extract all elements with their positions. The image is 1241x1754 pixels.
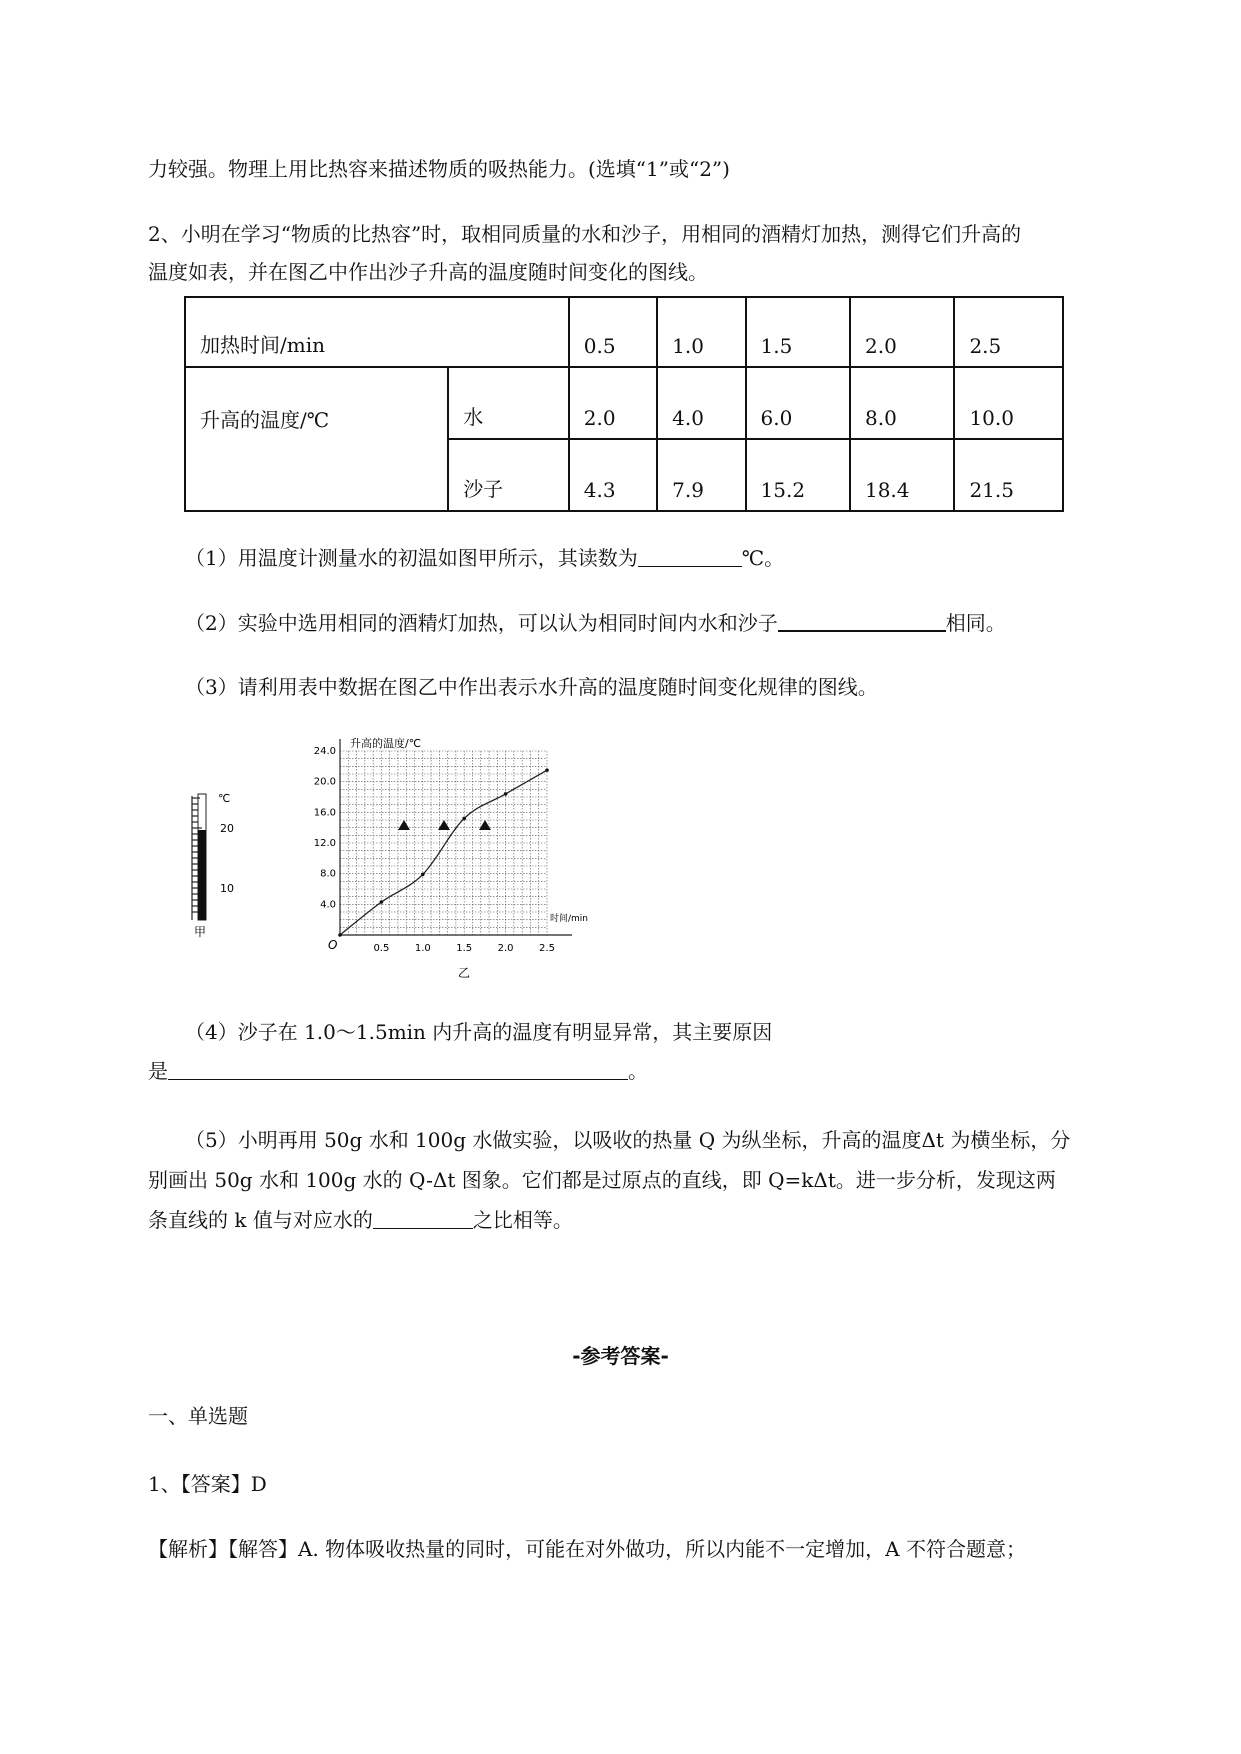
time-cell: 1.0 bbox=[657, 297, 745, 367]
x-tick-label: 1.5 bbox=[456, 943, 473, 954]
time-cell: 2.5 bbox=[954, 297, 1063, 367]
answer-blank bbox=[638, 546, 742, 567]
sand-cell: 15.2 bbox=[746, 439, 850, 511]
chart-grid bbox=[340, 751, 547, 935]
answer-blank bbox=[373, 1208, 473, 1229]
data-table bbox=[184, 296, 1064, 512]
x-tick-label: 2.0 bbox=[497, 943, 514, 954]
mercury-column bbox=[198, 830, 206, 920]
thermometer-label-20: 20 bbox=[220, 822, 234, 835]
analysis-text: 【解析】【解答】A. 物体吸收热量的同时，可能在对外做功，所以内能不一定增加，A 不符合题意； bbox=[148, 1537, 1026, 1561]
y-axis-label: 升高的温度/℃ bbox=[350, 737, 422, 750]
answer-1: 1、【答案】D bbox=[148, 1472, 267, 1496]
subquestion-5-line-3: 条直线的 k 值与对应水的 之比相等。 bbox=[148, 1208, 573, 1232]
time-cell: 1.5 bbox=[746, 297, 850, 367]
origin-label: O bbox=[328, 938, 338, 952]
chart-marks bbox=[338, 768, 549, 936]
temperature-chart bbox=[300, 735, 620, 985]
sand-cell: 7.9 bbox=[657, 439, 745, 511]
y-tick-label: 4.0 bbox=[320, 899, 336, 911]
x-tick-label: 1.0 bbox=[414, 943, 431, 954]
thermometer-figure bbox=[180, 790, 260, 940]
series-line bbox=[340, 770, 547, 935]
data-point bbox=[545, 768, 549, 772]
data-point bbox=[421, 873, 425, 877]
water-label: 水 bbox=[448, 367, 569, 439]
answer-blank bbox=[778, 610, 946, 632]
water-cell: 2.0 bbox=[569, 367, 657, 439]
water-cell: 6.0 bbox=[746, 367, 850, 439]
x-tick-label: 0.5 bbox=[373, 943, 390, 954]
chart-caption: 乙 bbox=[458, 966, 471, 980]
time-cell: 2.0 bbox=[850, 297, 954, 367]
triangle-marker bbox=[438, 820, 450, 830]
triangle-marker bbox=[398, 820, 410, 830]
y-tick-label: 16.0 bbox=[313, 807, 336, 819]
data-point bbox=[462, 817, 466, 821]
y-tick-label: 12.0 bbox=[313, 838, 336, 849]
y-tick-label: 24.0 bbox=[313, 746, 336, 757]
water-cell: 4.0 bbox=[657, 367, 745, 439]
sand-cell: 4.3 bbox=[569, 439, 657, 511]
chart-ticks bbox=[314, 746, 555, 954]
subquestion-4-line-1: （4）沙子在 1.0～1.5min 内升高的温度有明显异常，其主要原因 bbox=[185, 1020, 773, 1044]
question-2-line-2: 温度如表，并在图乙中作出沙子升高的温度随时间变化的图线。 bbox=[148, 260, 708, 284]
answers-heading: -参考答案- bbox=[572, 1344, 669, 1368]
data-point bbox=[504, 792, 508, 796]
thermometer-label-10: 10 bbox=[220, 882, 234, 895]
subquestion-1: （1）用温度计测量水的初温如图甲所示，其读数为 ℃。 bbox=[185, 546, 785, 570]
text-line-1: 力较强。物理上用比热容来描述物质的吸热能力。(选填“1”或“2”) bbox=[148, 157, 730, 181]
water-cell: 10.0 bbox=[954, 367, 1063, 439]
subquestion-2: （2）实验中选用相同的酒精灯加热，可以认为相同时间内水和沙子 相同。 bbox=[185, 611, 1006, 635]
water-cell: 8.0 bbox=[850, 367, 954, 439]
y-tick-label: 20.0 bbox=[313, 776, 336, 788]
thermometer-unit: ℃ bbox=[218, 792, 231, 805]
sand-cell: 18.4 bbox=[850, 439, 954, 511]
time-header: 加热时间/min bbox=[185, 297, 569, 367]
triangle-markers bbox=[398, 820, 491, 830]
data-point bbox=[338, 933, 342, 937]
subquestion-3: （3）请利用表中数据在图乙中作出表示水升高的温度随时间变化规律的图线。 bbox=[185, 675, 878, 699]
section-title: 一、单选题 bbox=[148, 1404, 248, 1428]
sand-label: 沙子 bbox=[448, 439, 569, 511]
question-2-line-1: 2、小明在学习“物质的比热容”时，取相同质量的水和沙子，用相同的酒精灯加热，测得它们升高的 bbox=[148, 222, 1022, 246]
subquestion-5-line-2: 别画出 50g 水和 100g 水的 Q-Δt 图象。它们都是过原点的直线，即 Q=kΔt。进一步分析，发现这两 bbox=[148, 1168, 1056, 1192]
x-axis-label: 时间/min bbox=[550, 914, 589, 924]
subquestion-4-line-2: 是 。 bbox=[148, 1059, 648, 1083]
y-tick-label: 8.0 bbox=[320, 868, 336, 880]
data-point bbox=[380, 900, 384, 904]
temp-header: 升高的温度/℃ bbox=[185, 367, 448, 511]
thermometer-caption: 甲 bbox=[194, 925, 207, 939]
sand-cell: 21.5 bbox=[954, 439, 1063, 511]
time-cell: 0.5 bbox=[569, 297, 657, 367]
answer-blank bbox=[168, 1059, 628, 1080]
chart-axes bbox=[340, 739, 572, 935]
x-tick-label: 2.5 bbox=[539, 943, 555, 954]
subquestion-5-line-1: （5）小明再用 50g 水和 100g 水做实验，以吸收的热量 Q 为纵坐标，升高的温度Δt 为横坐标，分 bbox=[185, 1128, 1071, 1152]
